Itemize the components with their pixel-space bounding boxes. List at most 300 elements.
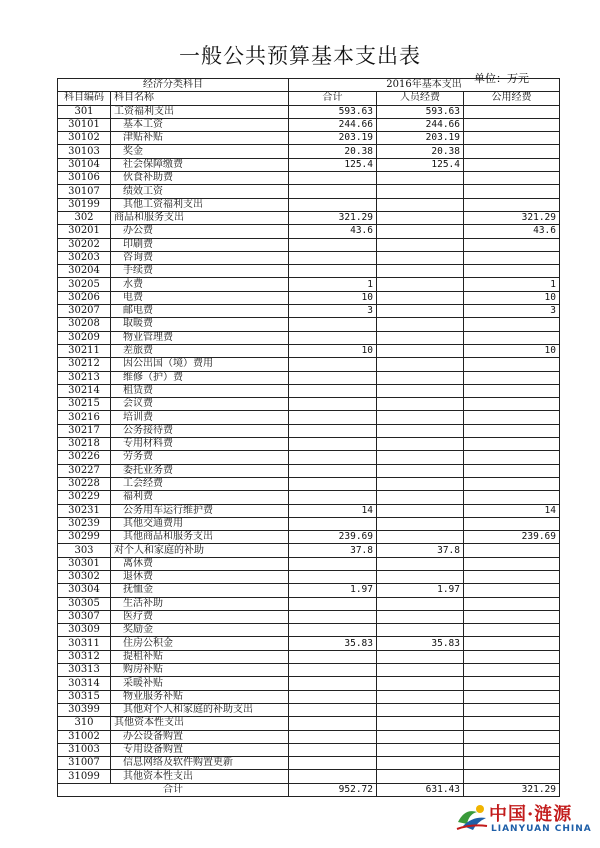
- table-row: [58, 544, 560, 557]
- row-personnel: [377, 211, 464, 224]
- row-code: 302: [58, 211, 111, 224]
- row-code: 30313: [58, 664, 111, 677]
- row-total: [289, 650, 377, 663]
- row-total: 1.97: [289, 584, 377, 597]
- row-personnel: [377, 225, 464, 238]
- table-row: [58, 291, 560, 304]
- row-public: [464, 477, 560, 490]
- row-code: 30311: [58, 637, 111, 650]
- row-code: 30102: [58, 132, 111, 145]
- row-total: 20.38: [289, 145, 377, 158]
- row-name: 维修（护）费: [111, 371, 289, 384]
- row-personnel: [377, 318, 464, 331]
- row-public: 10: [464, 344, 560, 357]
- row-total: 1: [289, 278, 377, 291]
- row-code: 30315: [58, 690, 111, 703]
- table-row: [58, 225, 560, 238]
- row-total: 14: [289, 504, 377, 517]
- row-code: 30103: [58, 145, 111, 158]
- row-code: 30208: [58, 318, 111, 331]
- row-total: [289, 238, 377, 251]
- row-total: [289, 597, 377, 610]
- total-row: [58, 783, 560, 796]
- row-public: [464, 770, 560, 783]
- row-public: 3: [464, 305, 560, 318]
- row-personnel: [377, 411, 464, 424]
- table-body: [58, 79, 560, 797]
- row-name: 福利费: [111, 491, 289, 504]
- row-public: [464, 544, 560, 557]
- row-public: [464, 358, 560, 371]
- row-personnel: [377, 743, 464, 756]
- row-total: 125.4: [289, 158, 377, 171]
- table-row: [58, 371, 560, 384]
- table-row: [58, 251, 560, 264]
- table-row: [58, 664, 560, 677]
- row-personnel: [377, 624, 464, 637]
- table-row: [58, 118, 560, 131]
- row-total: [289, 265, 377, 278]
- row-code: 30229: [58, 491, 111, 504]
- row-personnel: [377, 690, 464, 703]
- row-personnel: [377, 424, 464, 437]
- row-code: 30107: [58, 185, 111, 198]
- row-name: 商品和服务支出: [111, 211, 289, 224]
- row-public: [464, 557, 560, 570]
- row-name: 办公费: [111, 225, 289, 238]
- row-code: 31002: [58, 730, 111, 743]
- page-title: 一般公共预算基本支出表: [179, 44, 421, 68]
- row-total: 244.66: [289, 118, 377, 131]
- row-public: [464, 424, 560, 437]
- row-name: 其他商品和服务支出: [111, 531, 289, 544]
- row-code: 30307: [58, 610, 111, 623]
- row-public: [464, 517, 560, 530]
- row-total: [289, 690, 377, 703]
- row-total: [289, 664, 377, 677]
- row-public: [464, 570, 560, 583]
- row-code: 30305: [58, 597, 111, 610]
- row-personnel: [377, 331, 464, 344]
- row-total: [289, 610, 377, 623]
- unit-label: 单位：万元: [474, 72, 529, 85]
- row-personnel: [377, 757, 464, 770]
- table-row: [58, 597, 560, 610]
- row-total: [289, 451, 377, 464]
- row-public: [464, 597, 560, 610]
- row-total: [289, 384, 377, 397]
- table-row: [58, 690, 560, 703]
- row-name: 其他资本性支出: [111, 717, 289, 730]
- row-personnel: [377, 597, 464, 610]
- row-public: [464, 650, 560, 663]
- row-name: 其他对个人和家庭的补助支出: [111, 703, 289, 716]
- row-total: [289, 491, 377, 504]
- row-name: 社会保障缴费: [111, 158, 289, 171]
- row-code: 30217: [58, 424, 111, 437]
- table-row: [58, 398, 560, 411]
- row-name: 工资福利支出: [111, 105, 289, 118]
- row-total: [289, 411, 377, 424]
- table-row: [58, 504, 560, 517]
- row-name: 绩效工资: [111, 185, 289, 198]
- row-personnel: [377, 770, 464, 783]
- row-code: 30309: [58, 624, 111, 637]
- row-personnel: 203.19: [377, 132, 464, 145]
- table-row: [58, 344, 560, 357]
- table-row: [58, 318, 560, 331]
- row-personnel: [377, 251, 464, 264]
- row-code: 310: [58, 717, 111, 730]
- row-code: 30231: [58, 504, 111, 517]
- row-code: 30314: [58, 677, 111, 690]
- table-row: [58, 531, 560, 544]
- row-code: 30205: [58, 278, 111, 291]
- row-code: 30202: [58, 238, 111, 251]
- table-row: [58, 265, 560, 278]
- table-row: [58, 132, 560, 145]
- row-personnel: [377, 238, 464, 251]
- table-row: [58, 158, 560, 171]
- table-row: [58, 770, 560, 783]
- row-code: 30201: [58, 225, 111, 238]
- row-code: 30301: [58, 557, 111, 570]
- row-personnel: [377, 344, 464, 357]
- row-code: 303: [58, 544, 111, 557]
- watermark-subtext: LIANYUAN CHINA: [491, 824, 592, 834]
- row-total: [289, 438, 377, 451]
- header-row-2: [58, 92, 560, 105]
- header-personnel: 人员经费: [377, 92, 464, 105]
- header-name: 科目名称: [111, 92, 289, 105]
- row-personnel: [377, 464, 464, 477]
- row-public: [464, 624, 560, 637]
- row-public: [464, 371, 560, 384]
- row-public: [464, 238, 560, 251]
- row-public: [464, 132, 560, 145]
- watermark-text: 中国·涟源: [489, 804, 573, 825]
- row-personnel: [377, 517, 464, 530]
- row-personnel: [377, 398, 464, 411]
- table-row: [58, 757, 560, 770]
- row-total: 43.6: [289, 225, 377, 238]
- row-code: 301: [58, 105, 111, 118]
- row-public: [464, 251, 560, 264]
- row-name: 咨询费: [111, 251, 289, 264]
- row-total: [289, 730, 377, 743]
- table-row: [58, 105, 560, 118]
- row-personnel: 244.66: [377, 118, 464, 131]
- row-code: 30206: [58, 291, 111, 304]
- row-name: 手续费: [111, 265, 289, 278]
- row-name: 委托业务费: [111, 464, 289, 477]
- row-name: 生活补助: [111, 597, 289, 610]
- row-code: 30204: [58, 265, 111, 278]
- row-personnel: [377, 265, 464, 278]
- row-public: [464, 438, 560, 451]
- row-total: [289, 570, 377, 583]
- row-public: [464, 717, 560, 730]
- row-public: [464, 677, 560, 690]
- row-name: 其他交通费用: [111, 517, 289, 530]
- row-public: [464, 690, 560, 703]
- row-public: 14: [464, 504, 560, 517]
- row-total: [289, 677, 377, 690]
- row-name: 住房公积金: [111, 637, 289, 650]
- row-code: 30214: [58, 384, 111, 397]
- row-personnel: [377, 570, 464, 583]
- table-row: [58, 584, 560, 597]
- row-total: [289, 251, 377, 264]
- row-public: [464, 318, 560, 331]
- lianyuan-logo-icon: [455, 802, 489, 832]
- row-name: 水费: [111, 278, 289, 291]
- row-public: [464, 451, 560, 464]
- row-name: 伙食补助费: [111, 172, 289, 185]
- row-personnel: [377, 531, 464, 544]
- row-total: 203.19: [289, 132, 377, 145]
- row-name: 基本工资: [111, 118, 289, 131]
- row-name: 采暖补贴: [111, 677, 289, 690]
- row-name: 离休费: [111, 557, 289, 570]
- row-code: 30203: [58, 251, 111, 264]
- row-total: 321.29: [289, 211, 377, 224]
- row-public: [464, 584, 560, 597]
- table-row: [58, 384, 560, 397]
- row-name: 津贴补贴: [111, 132, 289, 145]
- row-public: 10: [464, 291, 560, 304]
- row-total: 37.8: [289, 544, 377, 557]
- row-name: 专用设备购置: [111, 743, 289, 756]
- row-personnel: [377, 491, 464, 504]
- header-public: 公用经费: [464, 92, 560, 105]
- row-code: 30101: [58, 118, 111, 131]
- row-total: [289, 757, 377, 770]
- row-code: 30213: [58, 371, 111, 384]
- row-personnel: [377, 677, 464, 690]
- row-code: 30226: [58, 451, 111, 464]
- row-code: 30199: [58, 198, 111, 211]
- row-code: 31003: [58, 743, 111, 756]
- row-public: 43.6: [464, 225, 560, 238]
- header-total: 合计: [289, 92, 377, 105]
- row-personnel: [377, 610, 464, 623]
- row-name: 专用材料费: [111, 438, 289, 451]
- table-row: [58, 438, 560, 451]
- row-personnel: [377, 384, 464, 397]
- row-personnel: [377, 504, 464, 517]
- header-econ-class: 经济分类科目: [58, 79, 289, 92]
- row-public: [464, 185, 560, 198]
- row-total: [289, 743, 377, 756]
- row-public: [464, 664, 560, 677]
- table-row: [58, 557, 560, 570]
- row-public: [464, 703, 560, 716]
- budget-table: [57, 78, 560, 797]
- row-public: [464, 198, 560, 211]
- row-total: [289, 318, 377, 331]
- table-row: [58, 172, 560, 185]
- row-total: [289, 371, 377, 384]
- row-personnel: 20.38: [377, 145, 464, 158]
- table-row: [58, 411, 560, 424]
- row-code: 30106: [58, 172, 111, 185]
- row-total: [289, 358, 377, 371]
- row-total: 10: [289, 291, 377, 304]
- row-personnel: 1.97: [377, 584, 464, 597]
- table-row: [58, 703, 560, 716]
- row-name: 会议费: [111, 398, 289, 411]
- header-row-1: [58, 79, 560, 92]
- row-total: [289, 464, 377, 477]
- row-name: 医疗费: [111, 610, 289, 623]
- row-public: [464, 743, 560, 756]
- row-total: [289, 198, 377, 211]
- row-code: 30216: [58, 411, 111, 424]
- row-personnel: 593.63: [377, 105, 464, 118]
- row-name: 工会经费: [111, 477, 289, 490]
- table-row: [58, 717, 560, 730]
- row-public: 321.29: [464, 211, 560, 224]
- row-code: 30227: [58, 464, 111, 477]
- row-public: [464, 172, 560, 185]
- table-row: [58, 491, 560, 504]
- row-personnel: 125.4: [377, 158, 464, 171]
- row-name: 印刷费: [111, 238, 289, 251]
- row-name: 物业服务补贴: [111, 690, 289, 703]
- row-personnel: [377, 358, 464, 371]
- row-name: 物业管理费: [111, 331, 289, 344]
- row-personnel: [377, 278, 464, 291]
- row-name: 对个人和家庭的补助: [111, 544, 289, 557]
- row-name: 抚恤金: [111, 584, 289, 597]
- row-total: 593.63: [289, 105, 377, 118]
- row-name: 办公设备购置: [111, 730, 289, 743]
- row-code: 30304: [58, 584, 111, 597]
- row-total: [289, 477, 377, 490]
- row-name: 公务用车运行维护费: [111, 504, 289, 517]
- row-code: 30211: [58, 344, 111, 357]
- row-personnel: [377, 438, 464, 451]
- table-row: [58, 677, 560, 690]
- table-row: [58, 145, 560, 158]
- table-row: [58, 198, 560, 211]
- row-code: 30228: [58, 477, 111, 490]
- row-code: 30399: [58, 703, 111, 716]
- row-total: [289, 717, 377, 730]
- row-code: 30239: [58, 517, 111, 530]
- row-code: 31099: [58, 770, 111, 783]
- header-code: 科目编码: [58, 92, 111, 105]
- row-name: 因公出国（境）费用: [111, 358, 289, 371]
- row-public: [464, 730, 560, 743]
- row-personnel: [377, 477, 464, 490]
- row-name: 购房补贴: [111, 664, 289, 677]
- row-total: [289, 185, 377, 198]
- row-public: [464, 610, 560, 623]
- row-personnel: [377, 451, 464, 464]
- row-code: 30218: [58, 438, 111, 451]
- row-name: 电费: [111, 291, 289, 304]
- row-name: 其他资本性支出: [111, 770, 289, 783]
- row-personnel: [377, 557, 464, 570]
- row-public: [464, 491, 560, 504]
- table-row: [58, 637, 560, 650]
- row-public: [464, 265, 560, 278]
- row-total: [289, 703, 377, 716]
- row-public: [464, 757, 560, 770]
- row-code: 30207: [58, 305, 111, 318]
- row-name: 提租补贴: [111, 650, 289, 663]
- row-total: 10: [289, 344, 377, 357]
- row-personnel: [377, 664, 464, 677]
- row-public: [464, 464, 560, 477]
- table-row: [58, 743, 560, 756]
- table-row: [58, 610, 560, 623]
- row-code: 30104: [58, 158, 111, 171]
- row-total: [289, 517, 377, 530]
- row-public: 1: [464, 278, 560, 291]
- row-total: 35.83: [289, 637, 377, 650]
- row-personnel: [377, 717, 464, 730]
- row-personnel: [377, 650, 464, 663]
- row-name: 信息网络及软件购置更新: [111, 757, 289, 770]
- row-code: 30312: [58, 650, 111, 663]
- table-row: [58, 331, 560, 344]
- total-public: 321.29: [464, 783, 560, 796]
- row-name: 租赁费: [111, 384, 289, 397]
- table-row: [58, 358, 560, 371]
- table-row: [58, 278, 560, 291]
- row-name: 劳务费: [111, 451, 289, 464]
- header-year-basic: 2016年基本支出: [289, 79, 560, 92]
- row-total: [289, 331, 377, 344]
- row-total: [289, 424, 377, 437]
- row-total: [289, 398, 377, 411]
- row-personnel: [377, 703, 464, 716]
- row-total: [289, 557, 377, 570]
- row-personnel: [377, 371, 464, 384]
- row-total: [289, 624, 377, 637]
- table-row: [58, 517, 560, 530]
- row-code: 30209: [58, 331, 111, 344]
- row-public: [464, 158, 560, 171]
- row-code: 30302: [58, 570, 111, 583]
- row-public: [464, 105, 560, 118]
- table-row: [58, 305, 560, 318]
- table-row: [58, 238, 560, 251]
- total-label: 合计: [58, 783, 289, 796]
- row-personnel: 37.8: [377, 544, 464, 557]
- table-row: [58, 477, 560, 490]
- row-public: [464, 398, 560, 411]
- row-total: [289, 172, 377, 185]
- row-public: [464, 411, 560, 424]
- table-row: [58, 424, 560, 437]
- row-name: 培训费: [111, 411, 289, 424]
- table-row: [58, 650, 560, 663]
- row-personnel: 35.83: [377, 637, 464, 650]
- row-personnel: [377, 198, 464, 211]
- table-row: [58, 624, 560, 637]
- row-public: [464, 118, 560, 131]
- total-personnel: 631.43: [377, 783, 464, 796]
- row-code: 30212: [58, 358, 111, 371]
- row-code: 30215: [58, 398, 111, 411]
- row-public: 239.69: [464, 531, 560, 544]
- row-personnel: [377, 185, 464, 198]
- row-name: 公务接待费: [111, 424, 289, 437]
